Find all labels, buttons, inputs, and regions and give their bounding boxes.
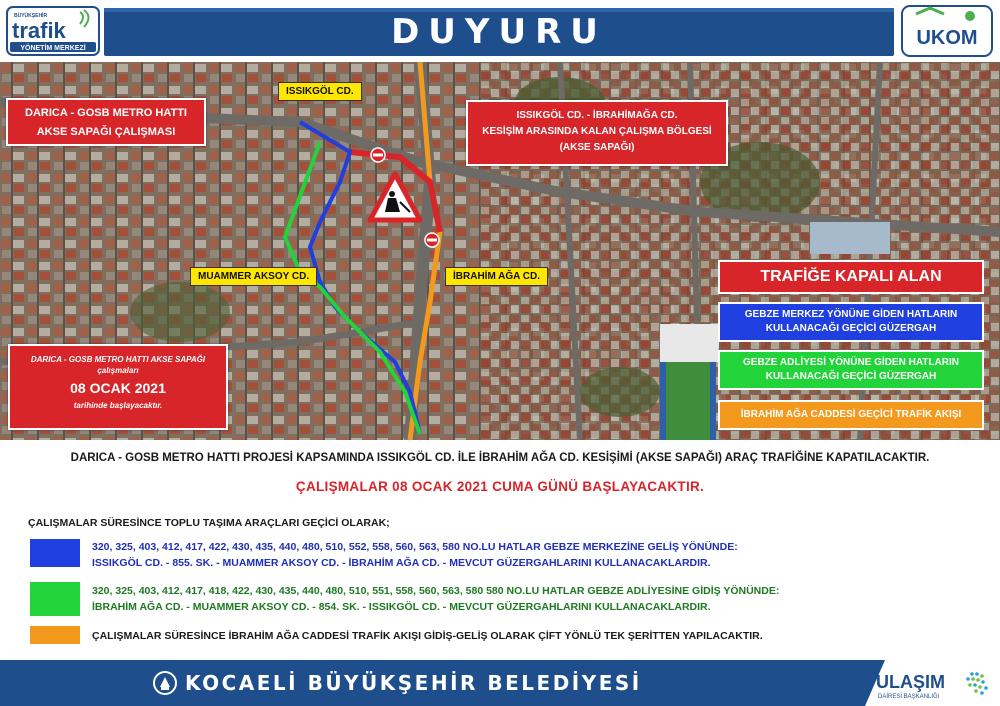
blue-route-line1: 320, 325, 403, 412, 417, 422, 430, 435, 440, 480, 510, 552, 558, 560, 563, 580 NO.LU HATLAR GEBZE MERKEZİNE GELİŞ YÖNÜNDE:	[92, 541, 738, 553]
header-band	[104, 8, 894, 56]
trafik-logo-top-text: BÜYÜKŞEHİR	[14, 13, 48, 19]
blue-route-description	[92, 539, 738, 571]
project-title-box	[6, 98, 206, 146]
no-entry-icon	[371, 148, 385, 162]
work-zone-box	[466, 100, 728, 166]
orange-route-swatch	[30, 626, 80, 644]
ulasim-logo-sub-text: DAİRESİ BAŞKANLIĞI	[878, 694, 940, 700]
legend-item-green	[718, 350, 984, 390]
start-date-line1: DARICA - GOSB METRO HATTI AKSE SAPAĞI	[30, 355, 206, 364]
legend-item-green-line1: GEBZE ADLİYESİ YÖNÜNE GİDEN HATLARIN	[743, 357, 959, 368]
street-tag-issikgol: ISSIKGÖL CD.	[278, 82, 362, 101]
green-route-description	[92, 583, 779, 615]
header	[0, 0, 1000, 62]
footer-band	[0, 660, 865, 706]
legend-item-orange	[718, 400, 984, 430]
green-route-line1: 320, 325, 403, 412, 417, 418, 422, 430, 435, 440, 480, 510, 551, 558, 560, 563, 580 580 NO.LU HATLAR GEBZE ADLİYESİNE GİDİŞ YÖNÜNDE:	[92, 585, 780, 597]
work-zone-line1: ISSIKGÖL CD. - İBRAHİMAĞA CD.	[516, 110, 678, 121]
start-date-line2: çalışmaları	[97, 366, 139, 375]
no-entry-icon	[425, 233, 439, 247]
blue-route-swatch	[30, 539, 80, 567]
street-tag-ibrahim-aga: İBRAHİM AĞA CD.	[445, 267, 548, 286]
legend-item-blue	[718, 302, 984, 342]
main-announcement: DARICA - GOSB METRO HATTI PROJESİ KAPSAMINDA ISSIKGÖL CD. İLE İBRAHİM AĞA CD. KESİŞİMİ (AKSE SAPAĞI) ARAÇ TRAFİĞİNE KAPATILACAKTIR.	[70, 452, 930, 464]
ukom-logo-text: UKOM	[916, 27, 978, 49]
legend-item-blue-line2: KULLANACAĞI GEÇİCİ GÜZERGAH	[765, 323, 937, 334]
street-tag-muammer-aksoy: MUAMMER AKSOY CD.	[190, 267, 317, 286]
green-route-swatch	[30, 582, 80, 616]
trafik-logo	[6, 6, 100, 56]
trafik-logo-main-text: trafik	[12, 18, 66, 43]
blue-route-line2: ISSIKGÖL CD. - 855. SK. - MUAMMER AKSOY CD. - İBRAHİM AĞA CD. - MEVCUT GÜZERGAHLARINI KULLANACAKLARDIR.	[92, 557, 711, 569]
intro-line: ÇALIŞMALAR SÜRESİNCE TOPLU TAŞIMA ARAÇLARI GEÇİCİ OLARAK;	[28, 517, 390, 529]
orange-route-line1: ÇALIŞMALAR SÜRESİNCE İBRAHİM AĞA CADDESİ TRAFİK AKIŞI GİDİŞ-GELİŞ OLARAK ÇİFT YÖNLÜ TEK ŞERİTTEN YAPILACAKTIR.	[92, 630, 763, 642]
legend-item-green-line2: KULLANACAĞI GEÇİCİ GÜZERGAH	[765, 371, 937, 382]
green-route-line2: İBRAHİM AĞA CD. - MUAMMER AKSOY CD. - 854. SK. - ISSIKGÖL CD. - MEVCUT GÜZERGAHLARINI KULLANACAKLARDIR.	[92, 601, 711, 613]
ukom-logo	[900, 4, 994, 58]
trafik-logo-sub-text: YÖNETİM MERKEZİ	[20, 45, 86, 52]
route-map	[0, 62, 1000, 440]
municipality-emblem-icon	[152, 670, 178, 696]
orange-route-description	[92, 628, 763, 644]
dotted-map-icon	[966, 672, 988, 695]
start-date-line3: tarihinde başlayacaktır.	[73, 401, 163, 410]
legend-item-blue-line1: GEBZE MERKEZ YÖNÜNE GİDEN HATLARIN	[744, 309, 958, 320]
page-title: DUYURU	[391, 12, 607, 52]
work-zone-line2: KESİŞİM ARASINDA KALAN ÇALIŞMA BÖLGESİ	[482, 126, 712, 137]
work-zone-line3: (AKSE SAPAĞI)	[559, 142, 635, 153]
start-date-announcement: ÇALIŞMALAR 08 OCAK 2021 CUMA GÜNÜ BAŞLAYACAKTIR.	[295, 479, 705, 494]
start-date-box	[8, 344, 228, 430]
legend-item-orange-line1: İBRAHİM AĞA CADDESİ GEÇİCİ TRAFİK AKIŞI	[740, 409, 962, 420]
legend-title: TRAFİĞE KAPALI ALAN	[718, 260, 984, 294]
start-date-value: 08 OCAK 2021	[70, 380, 166, 396]
ulasim-logo	[872, 664, 994, 704]
ulasim-logo-main-text: ULAŞIM	[876, 672, 945, 692]
project-title-line1: DARICA - GOSB METRO HATTI	[25, 107, 187, 119]
project-title-line2: AKSE SAPAĞI ÇALIŞMASI	[36, 126, 176, 138]
footer	[0, 660, 1000, 706]
footer-title: KOCAELİ BÜYÜKŞEHİR BELEDİYESİ	[185, 671, 642, 695]
